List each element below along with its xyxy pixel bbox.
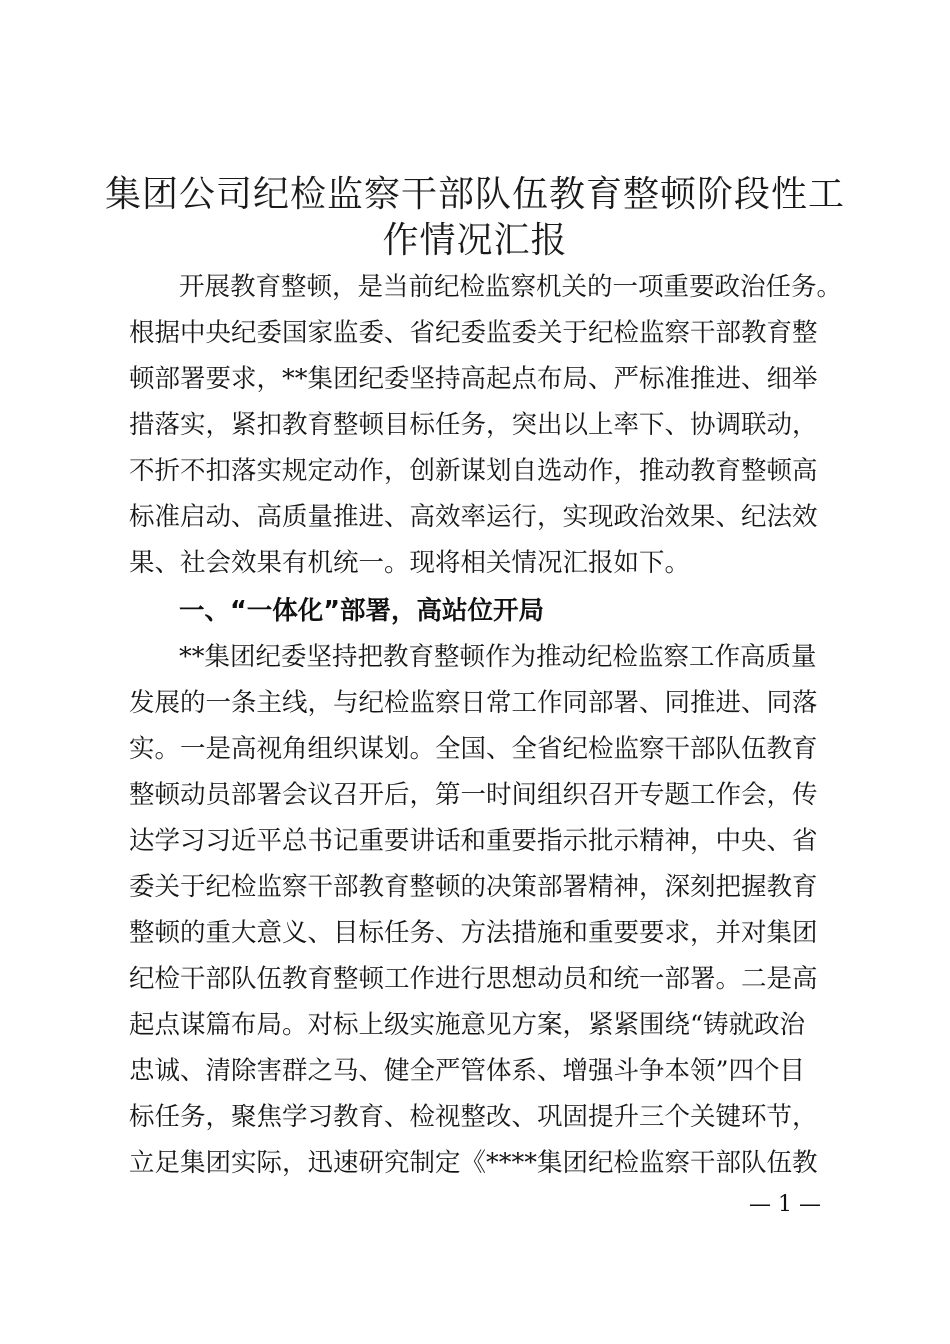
page-number: — 1 —: [749, 1192, 821, 1217]
intro-line-7: 果、社会效果有机统一。现将相关情况汇报如下。: [129, 548, 691, 578]
intro-line-3: 顿部署要求，**集团纪委坚持高起点布局、严标准推进、细举: [129, 364, 818, 394]
intro-line-4: 措落实，紧扣教育整顿目标任务，突出以上率下、协调联动，: [129, 410, 818, 440]
section-1-line-5: 达学习习近平总书记重要讲话和重要指示批示精神，中央、省: [129, 826, 818, 856]
section-1-line-4: 整顿动员部署会议召开后，第一时间组织召开专题工作会，传: [129, 780, 818, 810]
section-1-line-3: 实。一是高视角组织谋划。全国、全省纪检监察干部队伍教育: [129, 734, 818, 764]
document-title-line-2: 作情况汇报: [382, 220, 568, 261]
section-1-line-1: **集团纪委坚持把教育整顿作为推动纪检监察工作高质量: [179, 642, 817, 672]
section-1-line-9: 起点谋篇布局。对标上级实施意见方案，紧紧围绕“铸就政治: [129, 1010, 806, 1040]
section-1-heading: 一、“一体化”部署，高站位开局: [179, 596, 545, 626]
intro-line-2: 根据中央纪委国家监委、省纪委监委关于纪检监察干部教育整: [129, 318, 818, 348]
section-1-line-7: 整顿的重大意义、目标任务、方法措施和重要要求，并对集团: [129, 918, 818, 948]
section-1-line-11: 标任务，聚焦学习教育、检视整改、巩固提升三个关键环节，: [129, 1102, 818, 1132]
intro-line-6: 标准启动、高质量推进、高效率运行，实现政治效果、纪法效: [129, 502, 818, 532]
section-1-line-12: 立足集团实际，迅速研究制定《****集团纪检监察干部队伍教: [129, 1148, 818, 1178]
section-1-line-6: 委关于纪检监察干部教育整顿的决策部署精神，深刻把握教育: [129, 872, 818, 902]
section-1-line-8: 纪检干部队伍教育整顿工作进行思想动员和统一部署。二是高: [129, 964, 818, 994]
document-title-line-1: 集团公司纪检监察干部队伍教育整顿阶段性工: [104, 174, 845, 215]
section-1-line-2: 发展的一条主线，与纪检监察日常工作同部署、同推进、同落: [129, 688, 818, 718]
intro-line-1: 开展教育整顿，是当前纪检监察机关的一项重要政治任务。: [179, 272, 843, 302]
intro-line-5: 不折不扣落实规定动作，创新谋划自选动作，推动教育整顿高: [129, 456, 818, 486]
section-1-line-10: 忠诚、清除害群之马、健全严管体系、增强斗争本领”四个目: [129, 1056, 806, 1086]
